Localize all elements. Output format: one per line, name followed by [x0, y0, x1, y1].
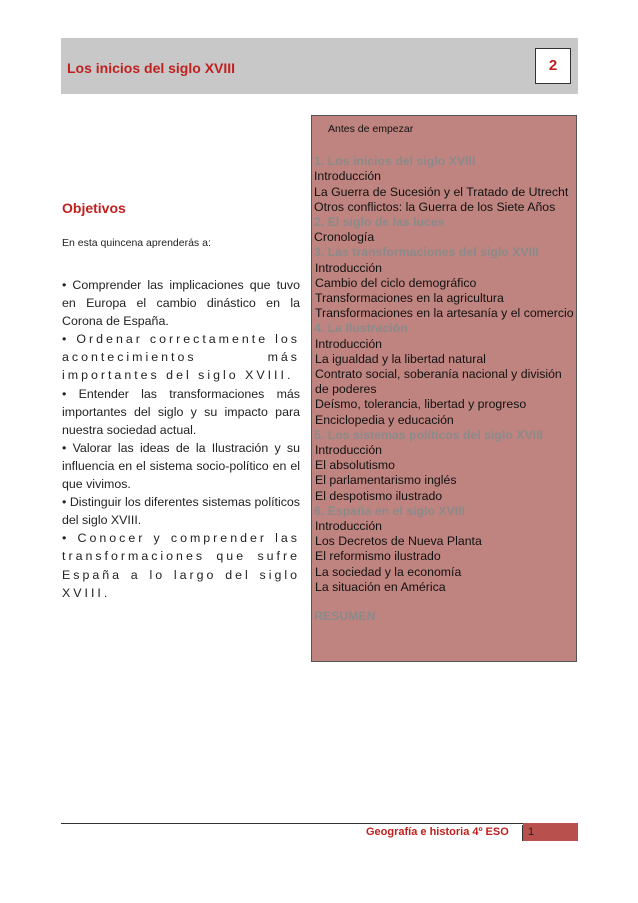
toc-item[interactable]: La Guerra de Sucesión y el Tratado de Utrecht	[314, 184, 569, 199]
toc-item[interactable]: El absolutismo	[315, 458, 395, 473]
toc-summary[interactable]: RESUMEN	[314, 609, 376, 624]
toc-section-title[interactable]: 2. El siglo de las luces	[314, 215, 445, 230]
toc-section-title[interactable]: 1. Los inicios del siglo XVIII	[314, 154, 476, 169]
toc-item[interactable]: Transformaciones en la agricultura	[315, 291, 504, 306]
footer-rule	[61, 823, 527, 824]
objective-item: • Valorar las ideas de la Ilustración y su influencia en el sistema socio-político en el que vivimos.	[62, 440, 300, 492]
toc-item[interactable]: Los Decretos de Nueva Planta	[315, 534, 482, 549]
toc-item[interactable]: Transformaciones en la artesanía y el comercio	[315, 306, 574, 321]
footer-subject: Geografía e historia 4º ESO	[366, 826, 509, 838]
toc-item[interactable]: Introducción	[315, 443, 382, 458]
objective-item: • Ordenar correctamente los acontecimientos más importantes del siglo XVIII.	[62, 332, 300, 383]
toc-section-title[interactable]: 4. La Ilustración	[314, 321, 408, 336]
toc-item[interactable]: Introducción	[315, 260, 382, 275]
toc-item[interactable]: Deísmo, tolerancia, libertad y progreso	[315, 397, 527, 412]
toc-item[interactable]: La igualdad y la libertad natural	[315, 351, 486, 366]
objective-item: • Entender las transformaciones más importantes del siglo y su impacto para nuestra sociedad actual.	[62, 386, 300, 437]
toc-item[interactable]: El despotismo ilustrado	[315, 488, 443, 503]
unit-title: Los inicios del siglo XVIII	[67, 60, 236, 76]
toc-item[interactable]: Introducción	[314, 169, 381, 184]
toc-before-start[interactable]: Antes de empezar	[328, 123, 414, 135]
objective-item: • Conocer y comprender las transformaciones que sufre España a lo largo del siglo XVIII.	[62, 531, 300, 600]
toc-item[interactable]: Contrato social, soberanía nacional y división de poderes	[315, 367, 562, 397]
toc-item[interactable]: El parlamentarismo inglés	[315, 473, 457, 488]
toc-item[interactable]: Cronología	[314, 230, 375, 245]
toc-item[interactable]: La sociedad y la economía	[315, 564, 462, 579]
toc-section-title[interactable]: 3. Las transformaciones del siglo XVIII	[314, 245, 539, 260]
objectives-intro: En esta quincena aprenderás a:	[62, 237, 211, 249]
objective-item: • Distinguir los diferentes sistemas políticos del siglo XVIII.	[62, 495, 300, 528]
toc-item[interactable]: El reformismo ilustrado	[315, 549, 441, 564]
toc-item[interactable]: Introducción	[315, 519, 382, 534]
toc-section-title[interactable]: 5. Los sistemas políticos del siglo XVIII	[314, 427, 543, 442]
toc-section-title[interactable]: 6. España en el siglo XVIII	[314, 503, 466, 518]
page-number: 1	[523, 823, 578, 841]
toc-item[interactable]: Otros conflictos: la Guerra de los Siete Años	[314, 199, 556, 214]
toc-item[interactable]: Cambio del ciclo demográfico	[315, 275, 477, 290]
objective-item: • Comprender las implicaciones que tuvo en Europa el cambio dinástico en la Corona de España.	[62, 278, 300, 329]
objectives-heading: Objetivos	[62, 200, 126, 216]
toc-item[interactable]: Introducción	[315, 336, 382, 351]
page-header	[61, 38, 578, 94]
table-of-contents	[311, 115, 577, 662]
toc-item[interactable]: La situación en América	[315, 579, 446, 594]
toc-item[interactable]: Enciclopedia y educación	[315, 412, 454, 427]
objectives-list	[62, 276, 300, 602]
unit-number-badge: 2	[535, 48, 571, 84]
